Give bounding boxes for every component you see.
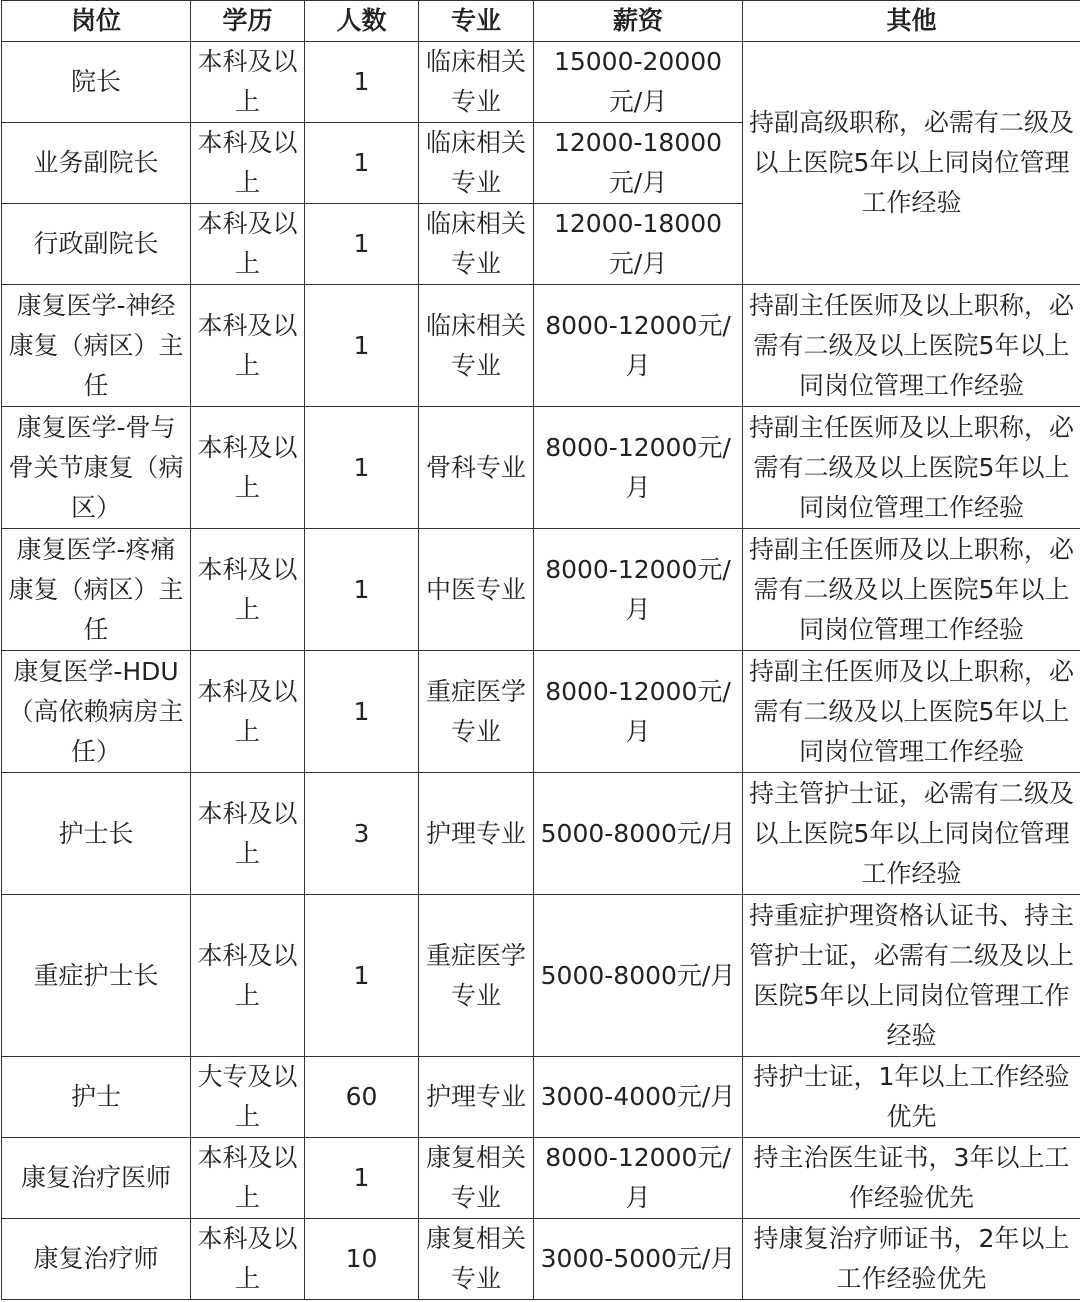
header-row (2, 1, 1080, 42)
education-cell: 本科及以上 (191, 773, 305, 895)
table-row (2, 651, 1080, 773)
major-cell: 护理专业 (419, 773, 534, 895)
position-cell: 康复治疗师 (2, 1219, 191, 1300)
other-cell: 持副主任医师及以上职称，必需有二级及以上医院5年以上同岗位管理工作经验 (743, 529, 1080, 651)
salary-cell: 15000-20000元/月 (534, 42, 743, 123)
education-cell: 本科及以上 (191, 42, 305, 123)
salary-cell: 5000-8000元/月 (534, 773, 743, 895)
education-cell: 大专及以上 (191, 1057, 305, 1138)
salary-cell: 5000-8000元/月 (534, 895, 743, 1057)
other-cell: 持重症护理资格认证书、持主管护士证，必需有二级及以上医院5年以上同岗位管理工作经验 (743, 895, 1080, 1057)
count-cell: 1 (305, 407, 419, 529)
position-cell: 护士长 (2, 773, 191, 895)
salary-cell: 8000-12000元/月 (534, 1138, 743, 1219)
education-cell: 本科及以上 (191, 651, 305, 773)
other-cell: 持主治医生证书，3年以上工作经验优先 (743, 1138, 1080, 1219)
position-cell: 护士 (2, 1057, 191, 1138)
header-salary: 薪资 (534, 1, 743, 42)
salary-cell: 8000-12000元/月 (534, 407, 743, 529)
salary-cell: 3000-4000元/月 (534, 1057, 743, 1138)
table-row (2, 407, 1080, 529)
table-row (2, 529, 1080, 651)
header-other: 其他 (743, 1, 1080, 42)
count-cell: 1 (305, 651, 419, 773)
count-cell: 1 (305, 42, 419, 123)
education-cell: 本科及以上 (191, 529, 305, 651)
other-cell: 持副主任医师及以上职称，必需有二级及以上医院5年以上同岗位管理工作经验 (743, 651, 1080, 773)
count-cell: 10 (305, 1219, 419, 1300)
count-cell: 1 (305, 204, 419, 285)
education-cell: 本科及以上 (191, 895, 305, 1057)
major-cell: 重症医学专业 (419, 895, 534, 1057)
salary-cell: 12000-18000元/月 (534, 123, 743, 204)
education-cell: 本科及以上 (191, 407, 305, 529)
header-education: 学历 (191, 1, 305, 42)
major-cell: 临床相关专业 (419, 123, 534, 204)
table-row (2, 1138, 1080, 1219)
position-cell: 康复医学-骨与骨关节康复（病区） (2, 407, 191, 529)
count-cell: 3 (305, 773, 419, 895)
salary-cell: 8000-12000元/月 (534, 529, 743, 651)
header-count: 人数 (305, 1, 419, 42)
table-row (2, 285, 1080, 407)
position-cell: 康复医学-神经康复（病区）主任 (2, 285, 191, 407)
count-cell: 1 (305, 1138, 419, 1219)
major-cell: 康复相关专业 (419, 1138, 534, 1219)
education-cell: 本科及以上 (191, 285, 305, 407)
header-position: 岗位 (2, 1, 191, 42)
major-cell: 重症医学专业 (419, 651, 534, 773)
position-cell: 康复医学-疼痛康复（病区）主任 (2, 529, 191, 651)
table-row (2, 42, 1080, 123)
position-cell: 重症护士长 (2, 895, 191, 1057)
count-cell: 1 (305, 123, 419, 204)
position-cell: 行政副院长 (2, 204, 191, 285)
salary-cell: 12000-18000元/月 (534, 204, 743, 285)
count-cell: 1 (305, 529, 419, 651)
count-cell: 1 (305, 285, 419, 407)
other-cell: 持康复治疗师证书，2年以上工作经验优先 (743, 1219, 1080, 1300)
count-cell: 1 (305, 895, 419, 1057)
major-cell: 临床相关专业 (419, 42, 534, 123)
major-cell: 骨科专业 (419, 407, 534, 529)
position-cell: 业务副院长 (2, 123, 191, 204)
position-cell: 康复医学-HDU（高依赖病房主任） (2, 651, 191, 773)
position-cell: 院长 (2, 42, 191, 123)
education-cell: 本科及以上 (191, 1219, 305, 1300)
table-row (2, 895, 1080, 1057)
education-cell: 本科及以上 (191, 204, 305, 285)
table-row (2, 773, 1080, 895)
other-cell: 持副主任医师及以上职称，必需有二级及以上医院5年以上同岗位管理工作经验 (743, 285, 1080, 407)
salary-cell: 3000-5000元/月 (534, 1219, 743, 1300)
major-cell: 临床相关专业 (419, 285, 534, 407)
other-cell: 持副主任医师及以上职称，必需有二级及以上医院5年以上同岗位管理工作经验 (743, 407, 1080, 529)
position-cell: 康复治疗医师 (2, 1138, 191, 1219)
merged-other-cell: 持副高级职称，必需有二级及以上医院5年以上同岗位管理工作经验 (743, 42, 1080, 285)
salary-cell: 8000-12000元/月 (534, 285, 743, 407)
recruitment-table (1, 0, 1080, 1300)
education-cell: 本科及以上 (191, 123, 305, 204)
other-cell: 持护士证，1年以上工作经验优先 (743, 1057, 1080, 1138)
major-cell: 护理专业 (419, 1057, 534, 1138)
table-row (2, 1057, 1080, 1138)
count-cell: 60 (305, 1057, 419, 1138)
other-cell: 持主管护士证，必需有二级及以上医院5年以上同岗位管理工作经验 (743, 773, 1080, 895)
header-major: 专业 (419, 1, 534, 42)
table-row (2, 1219, 1080, 1300)
major-cell: 临床相关专业 (419, 204, 534, 285)
education-cell: 本科及以上 (191, 1138, 305, 1219)
salary-cell: 8000-12000元/月 (534, 651, 743, 773)
major-cell: 中医专业 (419, 529, 534, 651)
major-cell: 康复相关专业 (419, 1219, 534, 1300)
